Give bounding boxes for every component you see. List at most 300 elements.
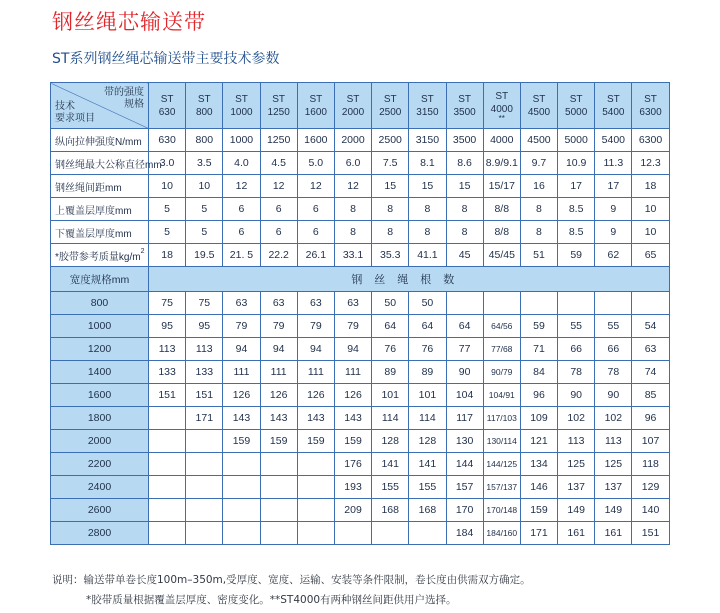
rope-count-cell: 170 bbox=[446, 499, 483, 522]
rope-count-cell: 113 bbox=[558, 430, 595, 453]
grade-value: 2500 bbox=[379, 106, 402, 118]
spec-table bbox=[50, 82, 670, 545]
property-value-cell: 8 bbox=[409, 221, 446, 244]
rope-count-cell bbox=[149, 499, 186, 522]
rope-count-cell: 63 bbox=[297, 292, 334, 315]
property-value-cell: 12 bbox=[223, 175, 260, 198]
property-label-text: 钢丝绳最大公称直径mm bbox=[55, 159, 162, 171]
rope-count-cell: 85 bbox=[632, 384, 669, 407]
property-row bbox=[51, 152, 670, 175]
width-cell: 1800 bbox=[51, 407, 149, 430]
width-cell: 1200 bbox=[51, 338, 149, 361]
page-title: 钢丝绳芯输送带 bbox=[52, 10, 206, 34]
property-value-cell: 6 bbox=[297, 198, 334, 221]
property-value-cell: 10 bbox=[149, 175, 186, 198]
property-value-cell: 9 bbox=[595, 198, 632, 221]
rope-count-cell: 94 bbox=[334, 338, 371, 361]
rope-count-cell: 101 bbox=[409, 384, 446, 407]
rope-count-cell: 126 bbox=[260, 384, 297, 407]
property-row bbox=[51, 129, 670, 152]
rope-count-cell: 71 bbox=[520, 338, 557, 361]
rope-count-cell: 133 bbox=[186, 361, 223, 384]
property-value-cell: 41.1 bbox=[409, 244, 446, 267]
rope-count-cell: 76 bbox=[409, 338, 446, 361]
property-value-cell: 2000 bbox=[334, 129, 371, 152]
width-cell: 2600 bbox=[51, 499, 149, 522]
property-value-cell: 3500 bbox=[446, 129, 483, 152]
property-row bbox=[51, 198, 670, 221]
property-value-cell: 5400 bbox=[595, 129, 632, 152]
grade-header-cell bbox=[260, 83, 297, 129]
width-cell: 2200 bbox=[51, 453, 149, 476]
property-value-cell: 8 bbox=[446, 221, 483, 244]
rope-count-cell: 130/114 bbox=[483, 430, 520, 453]
property-label bbox=[51, 221, 149, 244]
grade-header-cell bbox=[186, 83, 223, 129]
width-row bbox=[51, 315, 670, 338]
rope-count-cell: 64 bbox=[446, 315, 483, 338]
rope-count-cell: 149 bbox=[595, 499, 632, 522]
property-value-cell: 7.5 bbox=[372, 152, 409, 175]
rope-count-cell: 125 bbox=[558, 453, 595, 476]
property-value-cell: 8.6 bbox=[446, 152, 483, 175]
grade-value: 1250 bbox=[267, 106, 290, 118]
property-value-cell: 26.1 bbox=[297, 244, 334, 267]
property-value-cell: 12 bbox=[260, 175, 297, 198]
property-value-cell: 6 bbox=[297, 221, 334, 244]
rope-count-cell: 74 bbox=[632, 361, 669, 384]
corner-top-line: 规格 bbox=[124, 99, 144, 110]
grade-prefix: ST bbox=[569, 93, 583, 105]
rope-count-cell: 55 bbox=[595, 315, 632, 338]
rope-count-cell: 75 bbox=[149, 292, 186, 315]
property-label bbox=[51, 175, 149, 198]
property-value-cell: 10.9 bbox=[558, 152, 595, 175]
property-value-cell: 10 bbox=[632, 198, 669, 221]
rope-count-cell: 184 bbox=[446, 522, 483, 545]
corner-bottom-line: 技术 bbox=[55, 101, 75, 112]
rope-count-cell bbox=[149, 453, 186, 476]
property-value-cell: 11.3 bbox=[595, 152, 632, 175]
rope-count-cell bbox=[632, 292, 669, 315]
rope-count-cell: 157/137 bbox=[483, 476, 520, 499]
grade-header-cell bbox=[223, 83, 260, 129]
grade-value: 630 bbox=[158, 106, 176, 118]
rope-count-cell: 90 bbox=[558, 384, 595, 407]
rope-count-cell: 143 bbox=[260, 407, 297, 430]
property-value-cell: 5000 bbox=[558, 129, 595, 152]
grade-prefix: ST bbox=[532, 93, 546, 105]
rope-count-cell: 94 bbox=[260, 338, 297, 361]
rope-count-cell: 59 bbox=[520, 315, 557, 338]
rope-count-cell: 144 bbox=[446, 453, 483, 476]
rope-count-cell: 128 bbox=[372, 430, 409, 453]
property-value-cell: 1600 bbox=[297, 129, 334, 152]
property-value-cell: 6.0 bbox=[334, 152, 371, 175]
rope-count-header: 钢丝绳根数 bbox=[149, 267, 670, 292]
rope-count-cell: 159 bbox=[297, 430, 334, 453]
rope-count-cell: 161 bbox=[558, 522, 595, 545]
grade-value: 2000 bbox=[341, 106, 365, 118]
grade-prefix: ST bbox=[235, 93, 248, 105]
rope-count-cell: 104 bbox=[446, 384, 483, 407]
property-value-cell: 5 bbox=[186, 221, 223, 244]
rope-count-cell: 155 bbox=[372, 476, 409, 499]
grade-value: 3500 bbox=[453, 106, 476, 118]
property-value-cell: 6300 bbox=[632, 129, 669, 152]
property-label-sup: 2 bbox=[140, 247, 145, 255]
property-value-cell: 3.0 bbox=[149, 152, 186, 175]
property-label bbox=[51, 152, 162, 175]
rope-count-cell bbox=[149, 476, 186, 499]
property-value-cell: 2500 bbox=[372, 129, 409, 152]
rope-count-cell: 151 bbox=[149, 384, 186, 407]
rope-count-cell: 76 bbox=[372, 338, 409, 361]
grade-header-cell bbox=[520, 83, 557, 129]
rope-count-cell: 96 bbox=[520, 384, 557, 407]
corner-bottom-line: 要求项目 bbox=[55, 113, 95, 124]
rope-count-cell bbox=[260, 499, 297, 522]
property-value-cell: 12.3 bbox=[632, 152, 669, 175]
rope-count-cell: 128 bbox=[409, 430, 446, 453]
property-value-cell: 1000 bbox=[223, 129, 260, 152]
rope-count-cell bbox=[520, 292, 557, 315]
property-value-cell: 10 bbox=[186, 175, 223, 198]
rope-count-cell: 159 bbox=[520, 499, 557, 522]
property-value-cell: 5 bbox=[149, 221, 186, 244]
grade-prefix: ST bbox=[197, 93, 211, 105]
rope-count-cell: 133 bbox=[149, 361, 186, 384]
width-row bbox=[51, 499, 670, 522]
property-value-cell: 65 bbox=[632, 244, 669, 267]
grade-value: 800 bbox=[195, 106, 213, 118]
rope-count-cell: 140 bbox=[632, 499, 669, 522]
rope-count-cell: 95 bbox=[186, 315, 223, 338]
property-value-cell: 8 bbox=[520, 198, 557, 221]
rope-count-cell: 126 bbox=[223, 384, 260, 407]
rope-count-cell: 63 bbox=[260, 292, 297, 315]
rope-count-cell: 50 bbox=[409, 292, 446, 315]
rope-count-cell: 111 bbox=[260, 361, 297, 384]
rope-count-cell: 96 bbox=[632, 407, 669, 430]
rope-count-cell: 151 bbox=[632, 522, 669, 545]
property-value-cell: 17 bbox=[595, 175, 632, 198]
rope-count-cell: 77 bbox=[446, 338, 483, 361]
property-value-cell: 6 bbox=[260, 221, 297, 244]
rope-count-cell bbox=[223, 453, 260, 476]
width-header-label: 宽度规格mm bbox=[51, 267, 149, 292]
grade-header-cell bbox=[632, 83, 669, 129]
property-value-cell: 59 bbox=[558, 244, 595, 267]
rope-count-cell bbox=[446, 292, 483, 315]
property-value-cell: 62 bbox=[595, 244, 632, 267]
property-value-cell: 4500 bbox=[520, 129, 557, 152]
property-value-cell: 3.5 bbox=[186, 152, 223, 175]
property-value-cell: 8 bbox=[334, 221, 371, 244]
grade-value: 1600 bbox=[304, 106, 327, 118]
rope-count-cell: 168 bbox=[372, 499, 409, 522]
property-value-cell: 800 bbox=[186, 129, 223, 152]
rope-count-cell: 168 bbox=[409, 499, 446, 522]
rope-count-cell: 151 bbox=[186, 384, 223, 407]
width-cell: 2800 bbox=[51, 522, 149, 545]
grade-mark: ** bbox=[498, 113, 505, 123]
rope-count-cell: 78 bbox=[558, 361, 595, 384]
rope-count-cell: 104/91 bbox=[483, 384, 520, 407]
width-row bbox=[51, 407, 670, 430]
grade-prefix: ST bbox=[644, 93, 657, 105]
rope-count-cell bbox=[186, 476, 223, 499]
property-value-cell: 630 bbox=[149, 129, 186, 152]
rope-count-cell bbox=[297, 522, 334, 545]
width-cell: 800 bbox=[51, 292, 149, 315]
rope-count-cell bbox=[223, 499, 260, 522]
property-value-cell: 15 bbox=[372, 175, 409, 198]
grade-prefix: ST bbox=[421, 93, 434, 105]
property-value-cell: 5 bbox=[149, 198, 186, 221]
rope-count-cell: 117 bbox=[446, 407, 483, 430]
width-row bbox=[51, 384, 670, 407]
width-row bbox=[51, 292, 670, 315]
rope-count-cell: 118 bbox=[632, 453, 669, 476]
property-value-cell: 4.5 bbox=[260, 152, 297, 175]
rope-count-cell: 75 bbox=[186, 292, 223, 315]
width-cell: 2400 bbox=[51, 476, 149, 499]
rope-count-cell: 101 bbox=[372, 384, 409, 407]
width-cell: 1600 bbox=[51, 384, 149, 407]
property-value-cell: 5 bbox=[186, 198, 223, 221]
width-row bbox=[51, 522, 670, 545]
rope-count-cell: 63 bbox=[223, 292, 260, 315]
rope-count-cell: 126 bbox=[334, 384, 371, 407]
grade-header-cell bbox=[149, 83, 186, 129]
rope-count-cell: 94 bbox=[223, 338, 260, 361]
rope-count-cell: 64/56 bbox=[483, 315, 520, 338]
rope-count-cell: 143 bbox=[334, 407, 371, 430]
property-label bbox=[51, 129, 149, 152]
width-row bbox=[51, 338, 670, 361]
rope-count-cell: 129 bbox=[632, 476, 669, 499]
property-value-cell: 45 bbox=[446, 244, 483, 267]
width-cell: 1000 bbox=[51, 315, 149, 338]
rope-count-cell: 149 bbox=[558, 499, 595, 522]
rope-count-cell: 114 bbox=[409, 407, 446, 430]
grade-header-cell bbox=[595, 83, 632, 129]
rope-count-cell bbox=[595, 292, 632, 315]
grade-header-cell bbox=[297, 83, 334, 129]
rope-count-cell: 94 bbox=[297, 338, 334, 361]
rope-count-cell: 143 bbox=[297, 407, 334, 430]
rope-count-cell: 54 bbox=[632, 315, 669, 338]
rope-count-cell: 141 bbox=[409, 453, 446, 476]
property-value-cell: 8/8 bbox=[483, 198, 520, 221]
note-line-1: 说明：输送带单卷长度100m–350m,受厚度、宽度、运输、安装等条件限制，卷长度由供需双方确定。 bbox=[52, 574, 531, 586]
property-value-cell: 8 bbox=[446, 198, 483, 221]
property-value-cell: 8.5 bbox=[558, 198, 595, 221]
rope-count-cell: 121 bbox=[520, 430, 557, 453]
corner-top-label bbox=[104, 87, 144, 111]
rope-count-cell: 55 bbox=[558, 315, 595, 338]
width-row bbox=[51, 361, 670, 384]
rope-count-cell bbox=[149, 407, 186, 430]
property-value-cell: 51 bbox=[520, 244, 557, 267]
rope-count-cell: 159 bbox=[223, 430, 260, 453]
grade-value: 4500 bbox=[527, 106, 551, 118]
rope-count-cell: 141 bbox=[372, 453, 409, 476]
rope-count-cell: 143 bbox=[223, 407, 260, 430]
rope-count-cell: 79 bbox=[223, 315, 260, 338]
rope-count-cell: 137 bbox=[558, 476, 595, 499]
rope-count-cell: 159 bbox=[260, 430, 297, 453]
grade-prefix: ST bbox=[495, 90, 509, 102]
rope-count-cell: 79 bbox=[260, 315, 297, 338]
rope-count-cell: 134 bbox=[520, 453, 557, 476]
rope-count-cell: 171 bbox=[186, 407, 223, 430]
corner-bottom-label bbox=[55, 101, 95, 125]
property-value-cell: 5.0 bbox=[297, 152, 334, 175]
rope-count-cell: 79 bbox=[297, 315, 334, 338]
rope-count-cell: 170/148 bbox=[483, 499, 520, 522]
rope-count-cell: 113 bbox=[186, 338, 223, 361]
rope-count-cell: 64 bbox=[372, 315, 409, 338]
rope-count-cell: 107 bbox=[632, 430, 669, 453]
rope-count-cell bbox=[260, 522, 297, 545]
rope-count-cell bbox=[186, 499, 223, 522]
property-value-cell: 9.7 bbox=[520, 152, 557, 175]
rope-count-cell: 90 bbox=[595, 384, 632, 407]
property-value-cell: 10 bbox=[632, 221, 669, 244]
rope-count-cell: 78 bbox=[595, 361, 632, 384]
property-value-cell: 9 bbox=[595, 221, 632, 244]
rope-count-cell: 126 bbox=[297, 384, 334, 407]
property-row bbox=[51, 175, 670, 198]
grade-header-cell bbox=[446, 83, 483, 129]
width-row bbox=[51, 453, 670, 476]
rope-count-cell bbox=[334, 522, 371, 545]
rope-count-cell: 161 bbox=[595, 522, 632, 545]
property-value-cell: 33.1 bbox=[334, 244, 371, 267]
property-value-cell: 3150 bbox=[409, 129, 446, 152]
property-label-text: 钢丝绳间距mm bbox=[55, 182, 122, 194]
property-value-cell: 15 bbox=[409, 175, 446, 198]
grade-prefix: ST bbox=[346, 93, 360, 105]
rope-count-cell: 89 bbox=[372, 361, 409, 384]
rope-count-cell: 64 bbox=[409, 315, 446, 338]
rope-count-cell: 66 bbox=[558, 338, 595, 361]
grade-value: 5000 bbox=[565, 106, 588, 118]
rope-count-cell: 125 bbox=[595, 453, 632, 476]
width-cell: 1400 bbox=[51, 361, 149, 384]
grade-value: 6300 bbox=[639, 106, 662, 118]
property-value-cell: 15 bbox=[446, 175, 483, 198]
property-value-cell: 8 bbox=[372, 198, 409, 221]
property-value-cell: 22.2 bbox=[260, 244, 297, 267]
rope-count-cell bbox=[409, 522, 446, 545]
rope-count-cell: 84 bbox=[520, 361, 557, 384]
grade-header-cell bbox=[334, 83, 371, 129]
property-value-cell: 1250 bbox=[260, 129, 297, 152]
property-label-text: 下覆盖层厚度mm bbox=[55, 228, 132, 240]
rope-count-cell: 63 bbox=[632, 338, 669, 361]
rope-count-cell: 114 bbox=[372, 407, 409, 430]
rope-count-cell bbox=[149, 522, 186, 545]
property-value-cell: 8/8 bbox=[483, 221, 520, 244]
rope-count-cell bbox=[223, 476, 260, 499]
property-value-cell: 6 bbox=[223, 221, 260, 244]
property-value-cell: 45/45 bbox=[483, 244, 520, 267]
grade-value: 1000 bbox=[230, 106, 253, 118]
rope-count-cell bbox=[297, 499, 334, 522]
rope-count-cell: 77/68 bbox=[483, 338, 520, 361]
rope-count-cell: 193 bbox=[334, 476, 371, 499]
property-value-cell: 12 bbox=[334, 175, 371, 198]
rope-count-cell bbox=[186, 453, 223, 476]
rope-count-cell: 90/79 bbox=[483, 361, 520, 384]
grade-value: 4000 bbox=[490, 103, 513, 115]
property-value-cell: 12 bbox=[297, 175, 334, 198]
property-row bbox=[51, 244, 670, 267]
property-value-cell: 6 bbox=[223, 198, 260, 221]
rope-count-cell: 50 bbox=[372, 292, 409, 315]
rope-count-cell: 90 bbox=[446, 361, 483, 384]
rope-count-cell: 111 bbox=[223, 361, 260, 384]
grade-prefix: ST bbox=[160, 93, 174, 105]
rope-count-cell: 89 bbox=[409, 361, 446, 384]
rope-count-cell: 111 bbox=[334, 361, 371, 384]
property-value-cell: 4.0 bbox=[223, 152, 260, 175]
property-value-cell: 16 bbox=[520, 175, 557, 198]
rope-count-cell: 63 bbox=[334, 292, 371, 315]
property-value-cell: 8.5 bbox=[558, 221, 595, 244]
rope-count-cell: 102 bbox=[558, 407, 595, 430]
rope-count-cell bbox=[223, 522, 260, 545]
grade-header-cell bbox=[372, 83, 409, 129]
grade-prefix: ST bbox=[606, 93, 620, 105]
width-row bbox=[51, 476, 670, 499]
rope-count-cell bbox=[260, 476, 297, 499]
grade-prefix: ST bbox=[272, 93, 286, 105]
corner-header-cell bbox=[51, 83, 149, 129]
property-value-cell: 6 bbox=[260, 198, 297, 221]
grade-header-cell bbox=[483, 83, 520, 129]
property-value-cell: 19.5 bbox=[186, 244, 223, 267]
rope-count-cell: 109 bbox=[520, 407, 557, 430]
property-label bbox=[51, 198, 149, 221]
rope-count-cell: 137 bbox=[595, 476, 632, 499]
rope-count-cell: 130 bbox=[446, 430, 483, 453]
rope-count-cell: 144/125 bbox=[483, 453, 520, 476]
rope-count-cell: 66 bbox=[595, 338, 632, 361]
rope-count-cell: 171 bbox=[520, 522, 557, 545]
property-value-cell: 35.3 bbox=[372, 244, 409, 267]
property-label-text: *胶带参考质量kg/m bbox=[55, 251, 141, 263]
rope-count-cell: 176 bbox=[334, 453, 371, 476]
property-value-cell: 8.1 bbox=[409, 152, 446, 175]
property-value-cell: 18 bbox=[149, 244, 186, 267]
rope-count-cell bbox=[186, 430, 223, 453]
rope-count-cell: 95 bbox=[149, 315, 186, 338]
grade-prefix: ST bbox=[458, 93, 471, 105]
note-line-2: *胶带质量根据覆盖层厚度、密度变化。**ST4000有两种钢丝间距供用户选择。 bbox=[86, 594, 457, 606]
grade-value: 3150 bbox=[416, 106, 439, 118]
property-label bbox=[51, 244, 149, 267]
property-value-cell: 21. 5 bbox=[223, 244, 260, 267]
grade-prefix: ST bbox=[309, 93, 323, 105]
property-value-cell: 8.9/9.1 bbox=[483, 152, 520, 175]
rope-count-cell: 113 bbox=[595, 430, 632, 453]
rope-count-cell bbox=[372, 522, 409, 545]
rope-count-cell bbox=[186, 522, 223, 545]
